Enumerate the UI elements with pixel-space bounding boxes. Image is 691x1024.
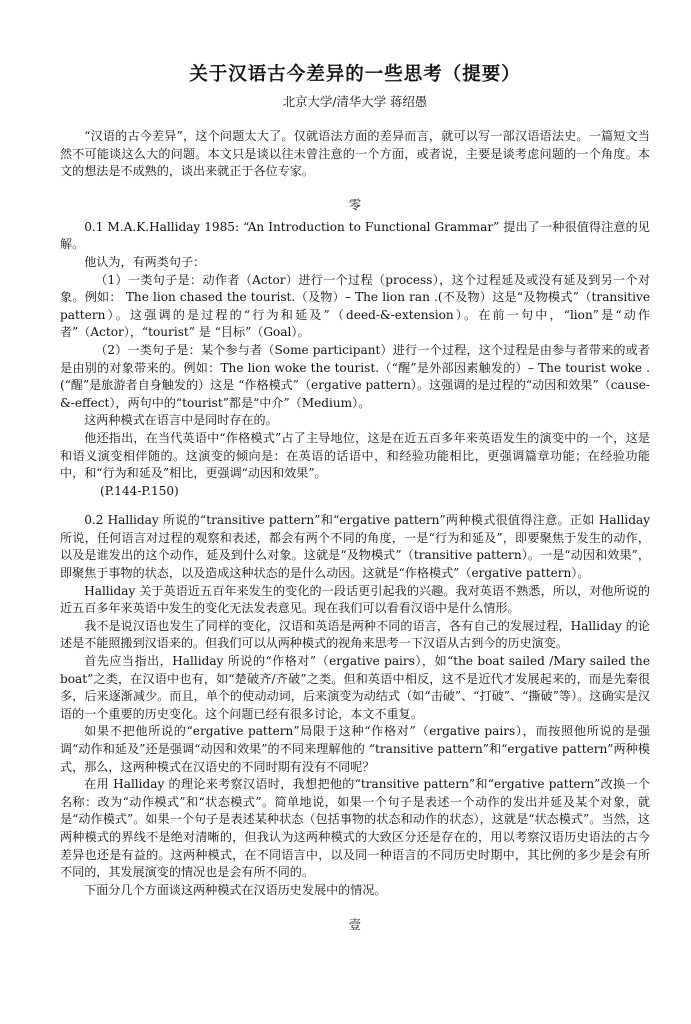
paragraph-not-same-change: 我不是说汉语也发生了同样的变化，汉语和英语是两种不同的语言，各有自己的发展过程，Halliday 的论述是不能照搬到汉语来的。但我们可以从两种模式的视角来思考一下汉语从古到今的历史演变。 [60,618,650,651]
paper-title: 关于汉语古今差异的一些思考（提要） [189,64,521,85]
section-heading-one: 壹 [348,917,362,933]
author-line: 北京大学/清华大学 蒋绍愚 [282,94,428,109]
section-heading-zero: 零 [348,196,362,212]
paragraph-0-1-he-thinks: 他认为，有两类句子： [84,254,206,269]
paragraph-0-2: 0.2 Halliday 所说的“transitive pattern”和“ergative pattern”两种模式很值得注意。正如 Halliday 所说，任何语言对过程的观察和表述，都会有两个不同的角度，一是“行为和延及”，即要聚焦于发生的动作，以及是谁发出的这个动作，延及到什么对象。这就是“及物模式”（transitive pattern）。一是“动因和效果”，即聚焦于事物的状态，以及造成这种状态的是什么动因。这就是“作格模式”（ergative pattern）。 [60,513,650,581]
paragraph-rename-patterns: 在用 Halliday 的理论来考察汉语时，我想把他的“transitive pattern”和“ergative pattern”改换一个名称：改为“动作模式”和“状态模式”。简单地说，如果一个句子是表述一个动作的发出并延及某个对象，就是“动作模式”。如果一个句子是表述某种状态（包括事物的状态和动作的状态），这就是“状态模式”。当然，这两种模式的界线不是绝对清晰的，但我认为这两种模式的大致区分还是存在的，用以考察汉语历史语法的古今差异也还是有益的。这两种模式，在不同语言中，以及同一种语言的不同历史时期中，其比例的多少是会有所不同的，其发展演变的情况也是会有所不同的。 [60,777,650,880]
paragraph-type-2: （2）一类句子是：某个参与者（Some participant）进行一个过程，这个过程是由参与者带来的或者是由别的对象带来的。例如：The lion woke the tourist.（“醒”是外部因素触发的）– The tourist woke .(“醒”是旅游者自身触发的）这是 “作格模式”（ergative pattern）。这强调的是过程的“动因和效果”（cause-&-effect），两句中的“tourist”都是“中介”（Medium）。 [60,342,650,410]
page-reference: (P.144-P.150) [100,483,179,498]
paragraph-halliday-change: Halliday 关于英语近五百年来发生的变化的一段话更引起我的兴趣。我对英语不熟悉，所以，对他所说的近五百多年来英语中发生的变化无法发表意见。现在我们可以看看汉语中是什么情形。 [60,583,650,616]
paragraph-type-1: （1）一类句子是：动作者（Actor）进行一个过程（process），这个过程延及或没有延及到另一个对象。例如： The lion chased the tourist.（及物）– The lion ran .(不及物）这是“及物模式”（transitive pattern）。这强调的是过程的“行为和延及”（deed-&-extension）。在前一句中，“lion”是“动作者”（Actor），“tourist” 是 “目标”（Goal）。 [60,272,650,340]
intro-paragraph: “汉语的古今差异”，这个问题太大了。仅就语法方面的差异而言，就可以写一部汉语语法史。一篇短文当然不可能谈这么大的问题。本文只是谈以往未曾注意的一个方面，或者说，主要是谈考虑问题的一个角度。本文的想法是不成熟的，谈出来就正于各位专家。 [60,129,650,179]
paragraph-coexist: 这两种模式在语言中是同时存在的。 [84,413,278,428]
paragraph-ergative-pairs: 首先应当指出，Halliday 所说的“作格对”（ergative pairs），如“the boat sailed /Mary sailed the boat”之类，在汉语中也有，如“楚破齐/齐破”之类。但和英语中相反，这不是近代才发展起来的，而是先秦很多，后来逐渐减少。而且，单个的使动动词，后来演变为动结式（如“击破”、“打破”、“撕破”等）。这确实是汉语的一个重要的历史变化。这个问题已经有很多讨论，本文不重复。 [60,654,650,721]
paper-page [60,52,650,933]
paragraph-0-1: 0.1 M.A.K.Halliday 1985: “An Introduction to Functional Grammar” 提出了一种很值得注意的见解。 [60,219,650,252]
paragraph-following: 下面分几个方面谈这两种模式在汉语历史发展中的情况。 [84,882,387,897]
paragraph-modern-english: 他还指出，在当代英语中“作格模式”占了主导地位，这是在近五百多年来英语发生的演变中的一个，这是和语义演变相伴随的。这演变的倾向是：在英语的话语中，和经验功能相比，更强调篇章功能；在经验功能中，和“行为和延及”相比，更强调“动因和效果”。 [60,430,650,481]
paragraph-question: 如果不把他所说的“ergative pattern”局限于这种“作格对”（ergative pairs），而按照他所说的是强调“动作和延及”还是强调“动因和效果”的不同来理解他的 “transitive pattern”和“ergative pattern”两种模式，那么，这两种模式在汉语史的不同时期有没有不同呢？ [60,724,650,774]
